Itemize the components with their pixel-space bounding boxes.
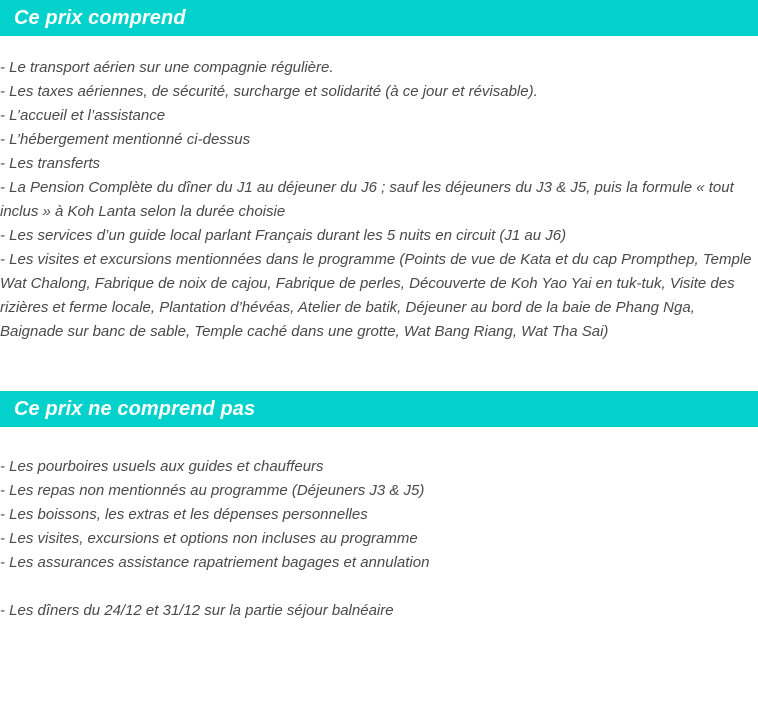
section-header-not-included bbox=[0, 391, 758, 427]
section-title-not-included: Ce prix ne comprend pas bbox=[14, 398, 256, 420]
list-item: - Les taxes aériennes, de sécurité, surcharge et solidarité (à ce jour et révisable). bbox=[0, 83, 538, 100]
section-included bbox=[0, 0, 758, 344]
list-item: - Les visites et excursions mentionnées dans le programme (Points de vue de Kata et du cap Prompthep, Temple Wat Chalong, Fabrique de noix de cajou, Fabrique de perles, Découverte de Koh Yao Yai en tuk-tuk, Visite des rizières et ferme locale, Plantation d’hévéas, Atelier de batik, Déjeuner au bord de la baie de Phang Nga, Baignade sur banc de sable, Temple caché dans une grotte, Wat Bang Riang, Wat Tha Sai) bbox=[0, 251, 752, 340]
list-item: - Les repas non mentionnés au programme (Déjeuners J3 & J5) bbox=[0, 482, 425, 499]
list-item: - Les boissons, les extras et les dépenses personnelles bbox=[0, 506, 368, 523]
list-item: - La Pension Complète du dîner du J1 au déjeuner du J6 ; sauf les déjeuners du J3 & J5, puis la formule « tout inclus » à Koh Lanta selon la durée choisie bbox=[0, 179, 734, 220]
list-item: - Le transport aérien sur une compagnie régulière. bbox=[0, 59, 334, 76]
list-item: - Les dîners du 24/12 et 31/12 sur la partie séjour balnéaire bbox=[0, 602, 394, 619]
spacer-between-sections bbox=[0, 344, 758, 391]
section-title-included: Ce prix comprend bbox=[14, 7, 186, 29]
list-item: - Les assurances assistance rapatriement bagages et annulation bbox=[0, 554, 430, 571]
list-item: - Les pourboires usuels aux guides et chauffeurs bbox=[0, 458, 324, 475]
included-list bbox=[0, 56, 758, 344]
list-item: - L’accueil et l’assistance bbox=[0, 107, 166, 124]
section-header-included bbox=[0, 0, 758, 36]
list-item: - Les services d’un guide local parlant Français durant les 5 nuits en circuit (J1 au J6) bbox=[0, 227, 567, 244]
spacer-below-included-header bbox=[0, 36, 758, 56]
spacer-below-not-included-header bbox=[0, 427, 758, 455]
list-item: - L’hébergement mentionné ci-dessus bbox=[0, 131, 251, 148]
section-body-not-included bbox=[0, 455, 758, 623]
section-not-included bbox=[0, 391, 758, 623]
not-included-list bbox=[0, 455, 758, 623]
list-item: - Les visites, excursions et options non incluses au programme bbox=[0, 530, 418, 547]
section-body-included bbox=[0, 56, 758, 344]
list-item: - Les transferts bbox=[0, 155, 101, 172]
